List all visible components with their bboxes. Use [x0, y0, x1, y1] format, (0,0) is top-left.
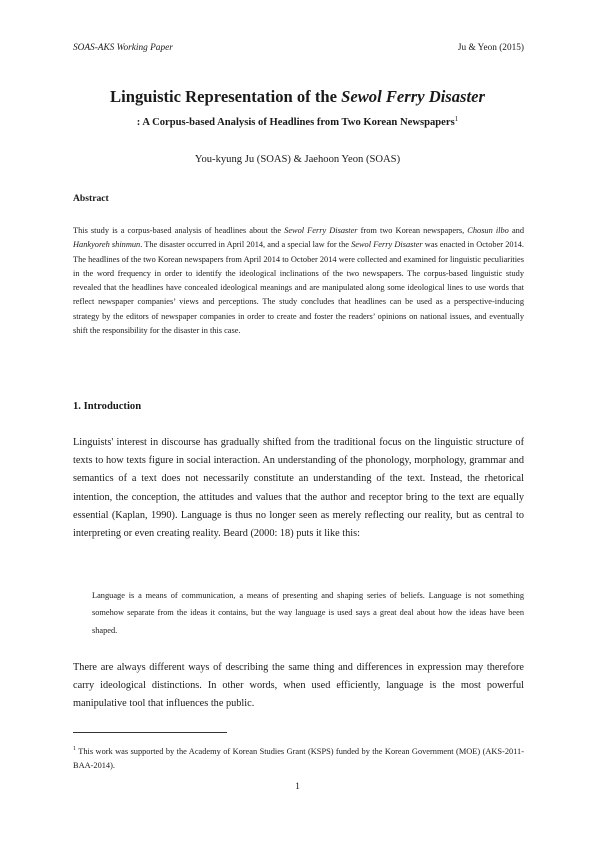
abstract-text-run: was enacted in October 2014. The headlines of the two Korean newspapers from April 2014 to October 2014 were collected and examined for linguistic peculiarities in the word frequency in order to identify the ideological inclinations of the two newspapers. The corpus-based linguistic study revealed that the headlines have concealed ideological meanings and are manipulated along some ideological lines to use words that reflect newspaper companies’ views and perceptions. The study concludes that headlines can be used as a perspective-inducing strategy by the editors of newspaper companies in order to create and foster the readers’ opinions on national issues, and eventually shift the responsibility for the disaster in this case. — [73, 240, 525, 336]
section-heading-introduction: 1. Introduction — [73, 401, 142, 412]
abstract-text-run: from two Korean newspapers, — [357, 226, 468, 235]
title-italic: Sewol Ferry Disaster — [341, 87, 485, 106]
intro-paragraph-1: Linguists' interest in discourse has gradually shifted from the traditional focus on the linguistic structure of texts to how texts figure in social interaction. An understanding of the phonology, morphology, grammar and semantics of a text does not necessarily constitute an understanding of the text. Instead, the rhetorical intention, the conception, the attitudes and values that the author and receptor bring to the text are equally essential (Kaplan, 1990). Language is thus no longer seen as merely reflecting our reality, but as central to interpreting or even creating reality. Beard (2000: 18) puts it like this: — [73, 437, 524, 540]
abstract-body — [73, 224, 524, 338]
abstract-italic-term: Sewol Ferry Disaster — [351, 240, 423, 250]
footnote — [73, 742, 524, 773]
running-header-series: SOAS-AKS Working Paper — [73, 43, 173, 53]
abstract-text-run: This study is a corpus-based analysis of headlines about the — [73, 226, 285, 235]
abstract-text-run: . The disaster occurred in April 2014, and a special law for the — [140, 240, 352, 250]
intro-paragraph-2: There are always different ways of describing the same thing and differences in expression may therefore carry ideological distinctions. In other words, when used efficiently, language is the most powerful manipulative tool that influences the public. — [73, 662, 524, 710]
paper-subtitle — [0, 117, 595, 128]
footnote-text: This work was supported by the Academy of Korean Studies Grant (KSPS) funded by the Korean Government (MOE) (AKS-2011-BAA-2014). — [73, 746, 524, 770]
paper-title — [0, 87, 595, 107]
abstract-italic-term: Chosun ilbo — [467, 226, 509, 235]
abstract-text-run: and — [508, 226, 524, 235]
footnote-divider — [73, 732, 227, 733]
running-header-citation: Ju & Yeon (2015) — [457, 43, 524, 53]
page-number: 1 — [295, 781, 300, 792]
abstract-heading: Abstract — [73, 193, 109, 204]
block-quote: Language is a means of communication, a means of presenting and shaping series of beliefs. Language is not something somehow separate from the ideas it contains, but the way language is used says a great deal about how the ideas have been shaped. — [92, 591, 524, 635]
subtitle-text: : A Corpus-based Analysis of Headlines from Two Korean Newspapers — [136, 117, 455, 128]
footnote-mark: 1 — [73, 746, 76, 752]
title-lead: Linguistic Representation of the — [110, 87, 342, 106]
abstract-italic-term: Sewol Ferry Disaster — [284, 226, 358, 235]
abstract-italic-term: Hankyoreh shinmun — [73, 240, 141, 250]
subtitle-footnote-mark[interactable]: 1 — [454, 115, 459, 123]
authors: You-kyung Ju (SOAS) & Jaehoon Yeon (SOAS) — [194, 154, 401, 165]
